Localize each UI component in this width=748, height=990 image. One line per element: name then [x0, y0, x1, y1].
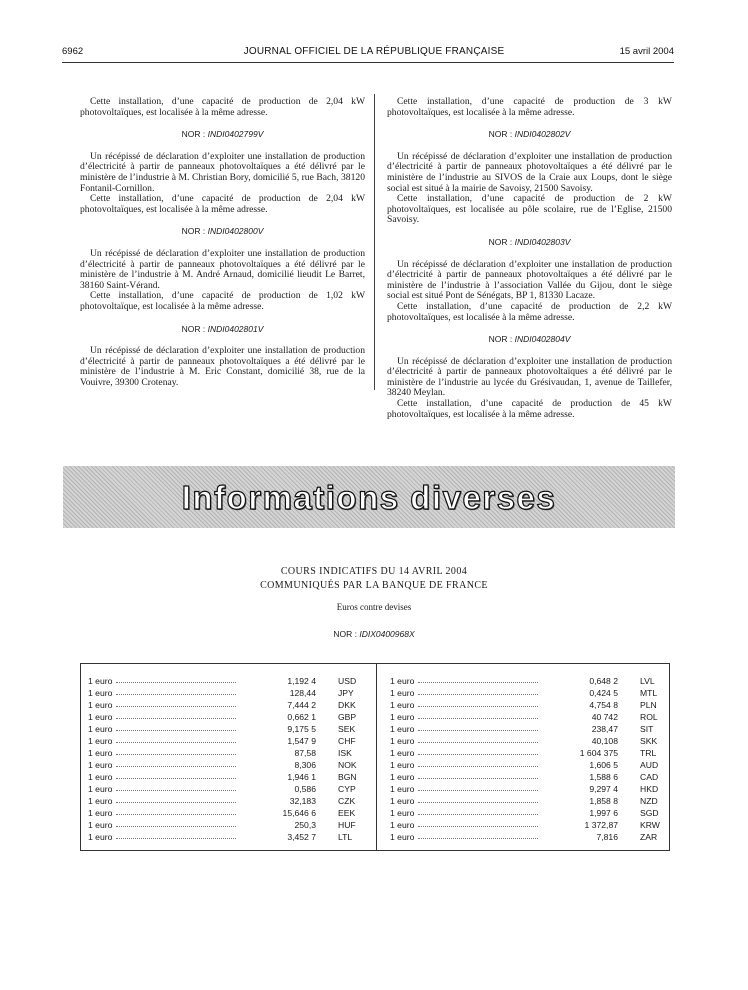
dot-leader: [116, 694, 236, 695]
currency-code: CYP: [338, 784, 356, 794]
dot-leader: [116, 718, 236, 719]
rate-label: 1 euro: [88, 772, 113, 782]
paragraph: Cette installation, d’une capacité de production de 2,04 kW photovoltaïques, est localisée à la même adresse.: [80, 96, 365, 118]
table-column-divider: [376, 663, 377, 851]
nor-code: INDI0402804V: [514, 334, 571, 345]
currency-code: LTL: [338, 832, 353, 842]
rate-label: 1 euro: [390, 748, 415, 758]
currency-code: ISK: [338, 748, 352, 758]
dot-leader: [418, 790, 538, 791]
rate-value: 32,183: [289, 796, 316, 806]
rate-value: 8,306: [294, 760, 316, 770]
currency-code: JPY: [338, 688, 354, 698]
rate-label: 1 euro: [390, 796, 415, 806]
section-banner: [63, 466, 675, 528]
currency-code: HKD: [640, 784, 659, 794]
rate-value: 1,192 4: [287, 676, 316, 686]
rate-value: 1,858 8: [589, 796, 618, 806]
rate-row: [88, 759, 368, 771]
rate-value: 1,946 1: [287, 772, 316, 782]
nor-reference: [80, 226, 365, 237]
rate-row: [88, 819, 368, 831]
nor-code: INDI0402801V: [207, 323, 264, 334]
nor-label: NOR :: [181, 129, 206, 140]
rate-label: 1 euro: [390, 760, 415, 770]
rate-row: [88, 723, 368, 735]
rate-row: [390, 831, 670, 843]
cours-title-line1: COURS INDICATIFS DU 14 AVRIL 2004: [280, 566, 468, 577]
dot-leader: [418, 742, 538, 743]
dot-leader: [418, 766, 538, 767]
dot-leader: [116, 802, 236, 803]
cours-nor: [0, 629, 748, 639]
dot-leader: [418, 682, 538, 683]
currency-code: PLN: [640, 700, 657, 710]
currency-code: NOK: [338, 760, 357, 770]
rate-row: [390, 711, 670, 723]
dot-leader: [418, 754, 538, 755]
rate-row: [88, 735, 368, 747]
dot-leader: [418, 826, 538, 827]
rate-label: 1 euro: [88, 700, 113, 710]
left-text-column: [80, 97, 365, 388]
paragraph: Cette installation, d’une capacité de production de 2 kW photovoltaïques, est localisée au pôle scolaire, rue de l’Eglise, 21500 Savoisy.: [387, 193, 672, 226]
rate-row: [390, 735, 670, 747]
rate-label: 1 euro: [88, 676, 113, 686]
dot-leader: [418, 814, 538, 815]
currency-code: SKK: [640, 736, 658, 746]
journal-title: JOURNAL OFFICIEL DE LA RÉPUBLIQUE FRANÇAISE: [243, 46, 505, 57]
nor-label: NOR :: [181, 323, 206, 334]
section-banner-title: Informations diverses: [181, 479, 557, 516]
nor-label: NOR :: [488, 236, 513, 247]
nor-code: INDI0402799V: [207, 129, 264, 140]
nor-reference: [80, 129, 365, 140]
currency-code: ZAR: [640, 832, 658, 842]
currency-code: ROL: [640, 712, 658, 722]
currency-code: CZK: [338, 796, 356, 806]
rate-label: 1 euro: [88, 760, 113, 770]
rate-label: 1 euro: [88, 832, 113, 842]
rate-row: [390, 783, 670, 795]
nor-code: INDI0402802V: [514, 129, 571, 140]
rate-label: 1 euro: [88, 712, 113, 722]
nor-label: NOR :: [333, 629, 357, 639]
rate-label: 1 euro: [390, 736, 415, 746]
rate-row: [390, 795, 670, 807]
nor-label: NOR :: [181, 226, 206, 237]
rate-value: 1,606 5: [589, 760, 618, 770]
rate-label: 1 euro: [390, 712, 415, 722]
paragraph: Cette installation, d’une capacité de production de 1,02 kW photovoltaïque, est localisée à la même adresse.: [80, 290, 365, 312]
dot-leader: [116, 730, 236, 731]
dot-leader: [116, 790, 236, 791]
rate-label: 1 euro: [390, 808, 415, 818]
rate-row: [88, 675, 368, 687]
rates-right-column: [390, 675, 670, 843]
nor-code: IDIX0400968X: [359, 629, 415, 639]
rate-row: [390, 747, 670, 759]
dot-leader: [116, 778, 236, 779]
currency-code: EEK: [338, 808, 356, 818]
rate-value: 128,44: [289, 688, 316, 698]
rate-label: 1 euro: [88, 736, 113, 746]
dot-leader: [418, 730, 538, 731]
dot-leader: [116, 742, 236, 743]
header-rule: [62, 62, 674, 63]
paragraph: Un récépissé de déclaration d’exploiter une installation de production d’électricité à partir de panneaux photovoltaïques a été délivré par le ministère de l’industrie à l’association Vallée du Gijou, dont le siège social est situé Pont de Sénégats, BP 1, 81330 Lacaze.: [387, 258, 672, 302]
currency-code: MTL: [640, 688, 658, 698]
paragraph: Un récépissé de déclaration d’exploiter une installation de production d’électricité à partir de panneaux photovoltaïques a été délivré par le ministère de l’industrie à M. André Arnaud, domicilié lieudit Le Barret, 38160 Saint-Vérand.: [80, 247, 365, 291]
rate-label: 1 euro: [390, 676, 415, 686]
rate-label: 1 euro: [390, 724, 415, 734]
currency-code: DKK: [338, 700, 356, 710]
currency-code: USD: [338, 676, 357, 686]
rate-value: 7,444 2: [287, 700, 316, 710]
rate-value: 15,646 6: [282, 808, 316, 818]
rate-value: 250,3: [294, 820, 316, 830]
rate-value: 0,648 2: [589, 676, 618, 686]
currency-code: LVL: [640, 676, 655, 686]
rate-label: 1 euro: [390, 820, 415, 830]
rate-row: [88, 783, 368, 795]
rate-row: [390, 687, 670, 699]
rate-row: [88, 711, 368, 723]
paragraph: Cette installation, d’une capacité de production de 45 kW photovoltaïques, est localisée à la même adresse.: [387, 398, 672, 420]
rate-value: 9,297 4: [589, 784, 618, 794]
rate-row: [88, 687, 368, 699]
paragraph: Un récépissé de déclaration d’exploiter une installation de production d’électricité à partir de panneaux photovoltaïques a été délivré par le ministère de l’industrie au lycée du Grésivaudan, 1, avenue de Taillefer, 38240 Meylan.: [387, 355, 672, 399]
rate-label: 1 euro: [390, 784, 415, 794]
nor-label: NOR :: [488, 334, 513, 345]
rate-label: 1 euro: [88, 688, 113, 698]
rate-label: 1 euro: [88, 820, 113, 830]
rate-row: [390, 771, 670, 783]
rate-label: 1 euro: [88, 748, 113, 758]
dot-leader: [116, 682, 236, 683]
rate-value: 1 604 375: [579, 748, 618, 758]
paragraph: Un récépissé de déclaration d’exploiter une installation de production d’électricité à partir de panneaux photovoltaïques a été délivré par le ministère de l’industrie au SIVOS de la Craie aux Loups, dont le siège social est situé à la mairie de Savoisy, 21500 Savoisy.: [387, 150, 672, 194]
dot-leader: [418, 778, 538, 779]
paragraph: Cette installation, d’une capacité de production de 2,04 kW photovoltaïques, est localisée à la même adresse.: [80, 193, 365, 215]
rate-value: 4,754 8: [589, 700, 618, 710]
paragraph: Cette installation, d’une capacité de production de 3 kW photovoltaïques, est localisée à la même adresse.: [387, 96, 672, 118]
paragraph: Cette installation, d’une capacité de production de 2,2 kW photovoltaïques, est localisée à la même adresse.: [387, 300, 672, 323]
rate-row: [88, 747, 368, 759]
rate-row: [88, 699, 368, 711]
dot-leader: [116, 766, 236, 767]
paragraph: Un récépissé de déclaration d’exploiter une installation de production d’électricité à partir de panneaux photovoltaïques a été délivré par le ministère de l’industrie à M. Eric Constant, domicilié 38, rue de la Vouivre, 39300 Crotenay.: [80, 345, 365, 388]
dot-leader: [116, 706, 236, 707]
rates-left-column: [88, 675, 368, 843]
rate-row: [390, 807, 670, 819]
rate-value: 9,175 5: [287, 724, 316, 734]
currency-code: AUD: [640, 760, 659, 770]
rate-value: 238,47: [591, 724, 618, 734]
dot-leader: [418, 706, 538, 707]
rate-label: 1 euro: [390, 700, 415, 710]
rate-row: [88, 771, 368, 783]
rate-label: 1 euro: [88, 784, 113, 794]
nor-reference: [387, 334, 672, 345]
rate-label: 1 euro: [88, 808, 113, 818]
cours-subtitle: Euros contre devises: [336, 602, 412, 612]
rate-label: 1 euro: [88, 724, 113, 734]
currency-code: GBP: [338, 712, 357, 722]
rate-value: 40 742: [591, 712, 618, 722]
rate-row: [88, 795, 368, 807]
dot-leader: [418, 694, 538, 695]
currency-code: CHF: [338, 736, 356, 746]
currency-code: BGN: [338, 772, 357, 782]
dot-leader: [116, 814, 236, 815]
dot-leader: [418, 802, 538, 803]
currency-code: NZD: [640, 796, 658, 806]
rate-value: 1 372,87: [584, 820, 618, 830]
nor-reference: [387, 129, 672, 140]
nor-label: NOR :: [488, 129, 513, 140]
rate-value: 1,997 6: [589, 808, 618, 818]
nor-code: INDI0402800V: [207, 226, 264, 237]
rate-row: [88, 807, 368, 819]
currency-code: SEK: [338, 724, 356, 734]
paragraph: Un récépissé de déclaration d’exploiter une installation de production d’électricité à partir de panneaux photovoltaïques a été délivré par le ministère de l’industrie à M. Christian Bory, domicilié 5, rue Bach, 38120 Fontanil-Cornillon.: [80, 150, 365, 194]
rate-row: [390, 819, 670, 831]
rate-value: 87,58: [294, 748, 316, 758]
rate-row: [390, 759, 670, 771]
column-divider: [374, 94, 375, 390]
rate-label: 1 euro: [390, 772, 415, 782]
dot-leader: [116, 838, 236, 839]
dot-leader: [418, 718, 538, 719]
currency-code: HUF: [338, 820, 356, 830]
rate-value: 1,588 6: [589, 772, 618, 782]
rate-row: [390, 723, 670, 735]
currency-code: CAD: [640, 772, 659, 782]
rate-value: 0,586: [294, 784, 316, 794]
right-text-column: [387, 97, 672, 420]
dot-leader: [116, 754, 236, 755]
dot-leader: [116, 826, 236, 827]
rate-value: 0,662 1: [287, 712, 316, 722]
nor-code: INDI0402803V: [514, 236, 571, 247]
currency-code: SIT: [640, 724, 654, 734]
rate-value: 7,816: [596, 832, 618, 842]
issue-date: 15 avril 2004: [619, 46, 674, 57]
rate-value: 1,547 9: [287, 736, 316, 746]
rate-value: 3,452 7: [287, 832, 316, 842]
rate-value: 40,108: [591, 736, 618, 746]
currency-code: SGD: [640, 808, 659, 818]
nor-reference: [387, 237, 672, 248]
rate-label: 1 euro: [390, 688, 415, 698]
rate-row: [390, 699, 670, 711]
rate-row: [390, 675, 670, 687]
currency-code: TRL: [640, 748, 657, 758]
dot-leader: [418, 838, 538, 839]
rate-row: [88, 831, 368, 843]
rate-label: 1 euro: [390, 832, 415, 842]
nor-reference: [80, 324, 365, 335]
currency-code: KRW: [640, 820, 660, 830]
page-number: 6962: [62, 46, 84, 57]
rate-value: 0,424 5: [589, 688, 618, 698]
cours-title-line2: COMMUNIQUÉS PAR LA BANQUE DE FRANCE: [260, 580, 488, 591]
rate-label: 1 euro: [88, 796, 113, 806]
